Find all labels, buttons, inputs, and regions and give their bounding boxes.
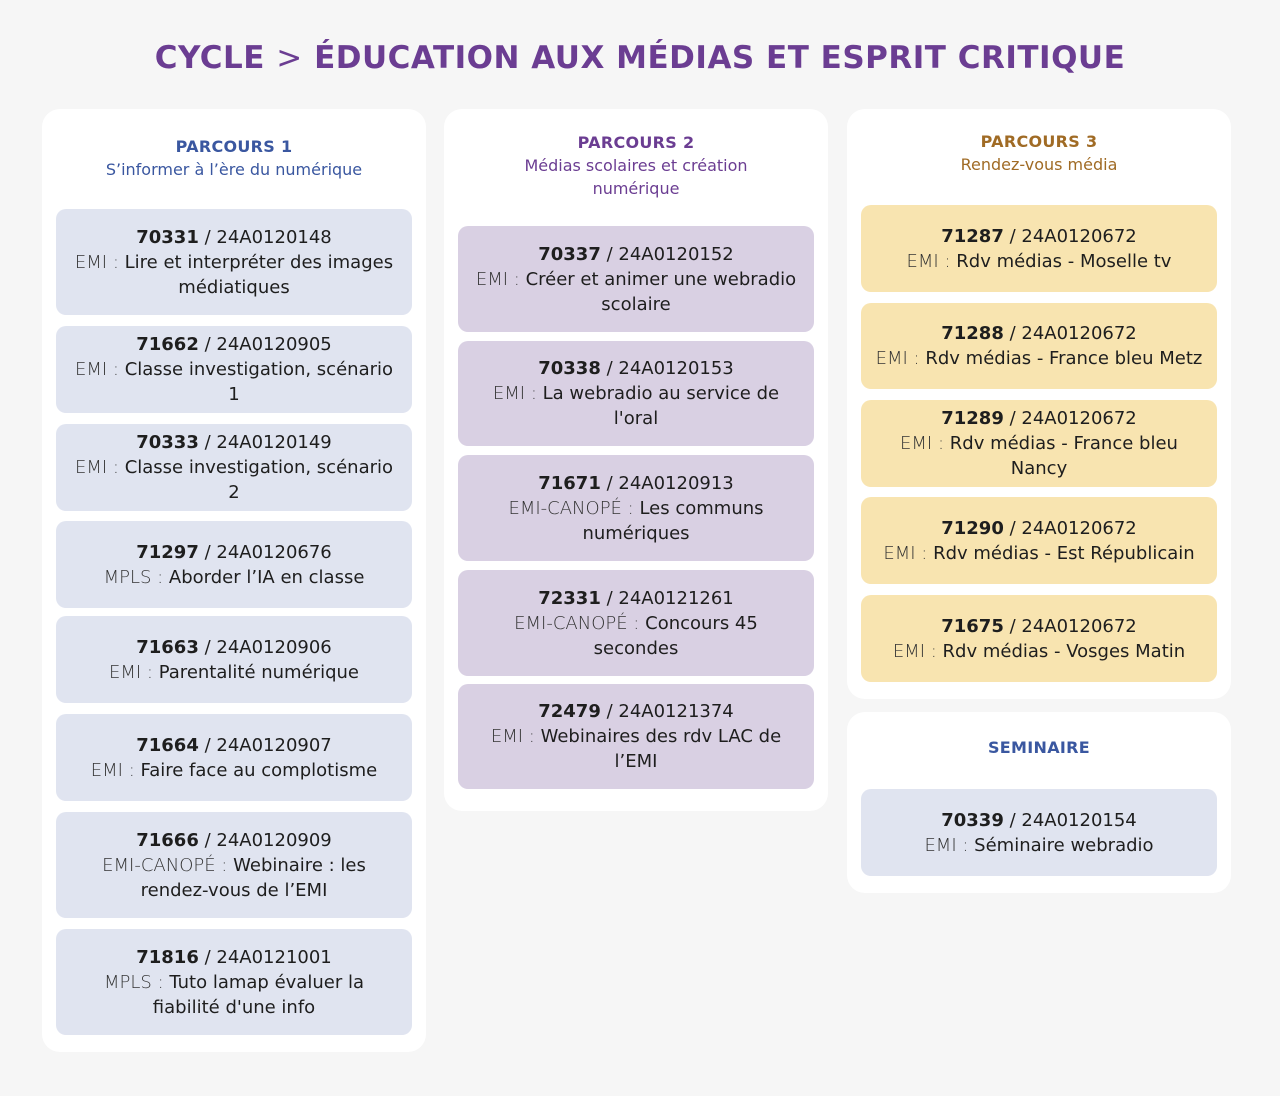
course-label: Rdv médias - Moselle tv <box>956 250 1172 272</box>
course-tag: EMI : <box>906 250 951 272</box>
course-code: 72331 <box>538 587 601 609</box>
course-ref: 24A0120154 <box>1021 809 1137 831</box>
course-ref: 24A0120672 <box>1021 225 1137 247</box>
course-ref: 24A0120152 <box>618 243 734 265</box>
course-label: Classe investigation, scénario 1 <box>124 359 394 405</box>
course-label: Webinaire : les rendez-vous de l’EMI <box>140 854 366 901</box>
course-card[interactable]: 71663 / 24A0120906 EMI : Parentalité numérique <box>56 616 412 703</box>
course-tag: EMI : <box>74 457 119 478</box>
course-code: 70337 <box>538 243 601 265</box>
panel-parcours-2 <box>444 109 828 811</box>
panel-name: SEMINAIRE <box>987 738 1090 757</box>
course-tag: EMI : <box>892 640 937 662</box>
course-ref: 24A0120149 <box>216 432 332 453</box>
course-card[interactable]: 71287 / 24A0120672 EMI : Rdv médias - Moselle tv <box>861 205 1217 292</box>
course-tag: EMI-CANOPÉ : <box>102 854 228 876</box>
course-card[interactable]: 72479 / 24A0121374 EMI : Webinaires des rdv LAC de l’EMI <box>458 684 814 789</box>
course-ref: 24A0120672 <box>1021 517 1137 539</box>
course-ref: 24A0121001 <box>216 946 332 968</box>
panel-header-parcours-1 <box>42 135 426 181</box>
course-ref: 24A0120676 <box>216 541 332 563</box>
course-tag: EMI : <box>492 383 537 404</box>
course-card[interactable]: 71816 / 24A0121001 MPLS : Tuto lamap évaluer la fiabilité d'une info <box>56 929 412 1035</box>
panel-header-seminaire <box>847 736 1231 759</box>
panel-header-parcours-3 <box>847 130 1231 176</box>
panel-subtitle: Médias scolaires et création numérique <box>524 156 748 198</box>
course-tag: EMI : <box>490 726 535 747</box>
course-code: 70331 <box>136 226 199 248</box>
course-card[interactable]: 71666 / 24A0120909 EMI-CANOPÉ : Webinaire : les rendez-vous de l’EMI <box>56 812 412 918</box>
course-label: Parentalité numérique <box>158 661 359 683</box>
course-label: Rdv médias - Vosges Matin <box>942 640 1186 662</box>
course-card[interactable]: 70339 / 24A0120154 EMI : Séminaire webradio <box>861 789 1217 876</box>
course-tag: EMI : <box>875 348 920 369</box>
course-ref: 24A0120672 <box>1021 615 1137 637</box>
course-ref: 24A0120907 <box>216 734 332 756</box>
course-code: 71675 <box>941 615 1004 637</box>
title-main: ÉDUCATION AUX MÉDIAS ET ESPRIT CRITIQUE <box>314 40 1126 76</box>
panel-subtitle: Rendez-vous média <box>960 155 1118 174</box>
course-label: Rdv médias - France bleu Nancy <box>949 433 1178 479</box>
course-label: Créer et animer une webradio scolaire <box>525 268 797 315</box>
course-code: 71664 <box>136 734 199 756</box>
course-code: 71662 <box>136 334 199 355</box>
course-label: Séminaire webradio <box>974 834 1154 856</box>
course-tag: EMI-CANOPÉ : <box>514 612 640 634</box>
course-card[interactable]: 71662 / 24A0120905 EMI : Classe investigation, scénario 1 <box>56 326 412 413</box>
page-title <box>0 40 1280 76</box>
panel-header-parcours-2 <box>444 131 828 200</box>
course-ref: 24A0121374 <box>618 701 734 722</box>
course-ref: 24A0120148 <box>216 226 332 248</box>
course-label: Rdv médias - Est Républicain <box>933 542 1195 564</box>
course-card[interactable]: 71671 / 24A0120913 EMI-CANOPÉ : Les communs numériques <box>458 455 814 561</box>
course-label: Les communs numériques <box>582 497 764 544</box>
course-tag: EMI : <box>883 542 928 564</box>
panel-seminaire <box>847 712 1231 893</box>
course-card[interactable]: 72331 / 24A0121261 EMI-CANOPÉ : Concours 45 secondes <box>458 570 814 676</box>
panel-subtitle: S’informer à l’ère du numérique <box>105 160 363 179</box>
course-ref: 24A0120909 <box>216 829 332 851</box>
course-card[interactable]: 70333 / 24A0120149 EMI : Classe investigation, scénario 2 <box>56 424 412 511</box>
course-tag: EMI-CANOPÉ : <box>508 497 634 519</box>
course-card[interactable]: 71288 / 24A0120672 EMI : Rdv médias - France bleu Metz <box>861 303 1217 389</box>
course-tag: EMI : <box>924 834 969 856</box>
panel-name: PARCOURS 2 <box>577 133 695 152</box>
course-code: 70333 <box>136 432 199 453</box>
panel-name: PARCOURS 3 <box>980 132 1098 151</box>
panel-parcours-3 <box>847 109 1231 699</box>
panel-name: PARCOURS 1 <box>175 137 293 156</box>
course-label: Webinaires des rdv LAC de l’EMI <box>540 726 782 772</box>
course-code: 70338 <box>538 358 601 379</box>
course-code: 71290 <box>941 517 1004 539</box>
course-code: 71666 <box>136 829 199 851</box>
course-card[interactable]: 70338 / 24A0120153 EMI : La webradio au service de l'oral <box>458 341 814 446</box>
course-code: 71288 <box>941 323 1004 344</box>
course-card[interactable]: 71289 / 24A0120672 EMI : Rdv médias - France bleu Nancy <box>861 400 1217 487</box>
course-tag: MPLS : <box>103 566 164 588</box>
course-card[interactable]: 70331 / 24A0120148 EMI : Lire et interpréter des images médiatiques <box>56 209 412 315</box>
course-card[interactable]: 71664 / 24A0120907 EMI : Faire face au complotisme <box>56 714 412 801</box>
course-ref: 24A0120672 <box>1021 408 1137 429</box>
course-label: Aborder l’IA en classe <box>168 566 365 588</box>
course-ref: 24A0120672 <box>1021 323 1137 344</box>
course-code: 70339 <box>941 809 1004 831</box>
course-tag: MPLS : <box>104 971 164 993</box>
panel-parcours-1 <box>42 109 426 1052</box>
course-card[interactable]: 71290 / 24A0120672 EMI : Rdv médias - Est Républicain <box>861 497 1217 584</box>
course-code: 71816 <box>136 946 199 968</box>
course-code: 71287 <box>941 225 1004 247</box>
course-label: Lire et interpréter des images médiatiques <box>124 251 394 298</box>
course-ref: 24A0120913 <box>618 472 734 494</box>
course-code: 71297 <box>136 541 199 563</box>
course-code: 71671 <box>538 472 601 494</box>
course-tag: EMI : <box>74 359 119 380</box>
course-card[interactable]: 71675 / 24A0120672 EMI : Rdv médias - Vosges Matin <box>861 595 1217 682</box>
course-tag: EMI : <box>475 268 520 290</box>
course-tag: EMI : <box>109 661 153 683</box>
course-ref: 24A0120153 <box>618 358 734 379</box>
title-separator: > <box>276 40 303 76</box>
course-label: Rdv médias - France bleu Metz <box>925 348 1203 369</box>
course-label: Faire face au complotisme <box>140 759 378 781</box>
title-prefix: CYCLE <box>154 40 265 76</box>
course-ref: 24A0120905 <box>216 334 332 355</box>
course-tag: EMI : <box>74 251 119 273</box>
course-label: La webradio au service de l'oral <box>542 383 780 429</box>
course-tag: EMI : <box>900 433 945 454</box>
course-card[interactable]: 70337 / 24A0120152 EMI : Créer et animer une webradio scolaire <box>458 226 814 332</box>
course-label: Classe investigation, scénario 2 <box>124 457 394 503</box>
course-tag: EMI : <box>90 759 135 781</box>
course-code: 71289 <box>941 408 1004 429</box>
course-label: Concours 45 secondes <box>593 612 758 659</box>
course-code: 72479 <box>538 701 601 722</box>
course-ref: 24A0121261 <box>618 587 734 609</box>
course-card[interactable]: 71297 / 24A0120676 MPLS : Aborder l’IA en classe <box>56 521 412 608</box>
course-code: 71663 <box>136 636 199 658</box>
course-label: Tuto lamap évaluer la fiabilité d'une info <box>152 971 364 1018</box>
course-ref: 24A0120906 <box>216 636 332 658</box>
